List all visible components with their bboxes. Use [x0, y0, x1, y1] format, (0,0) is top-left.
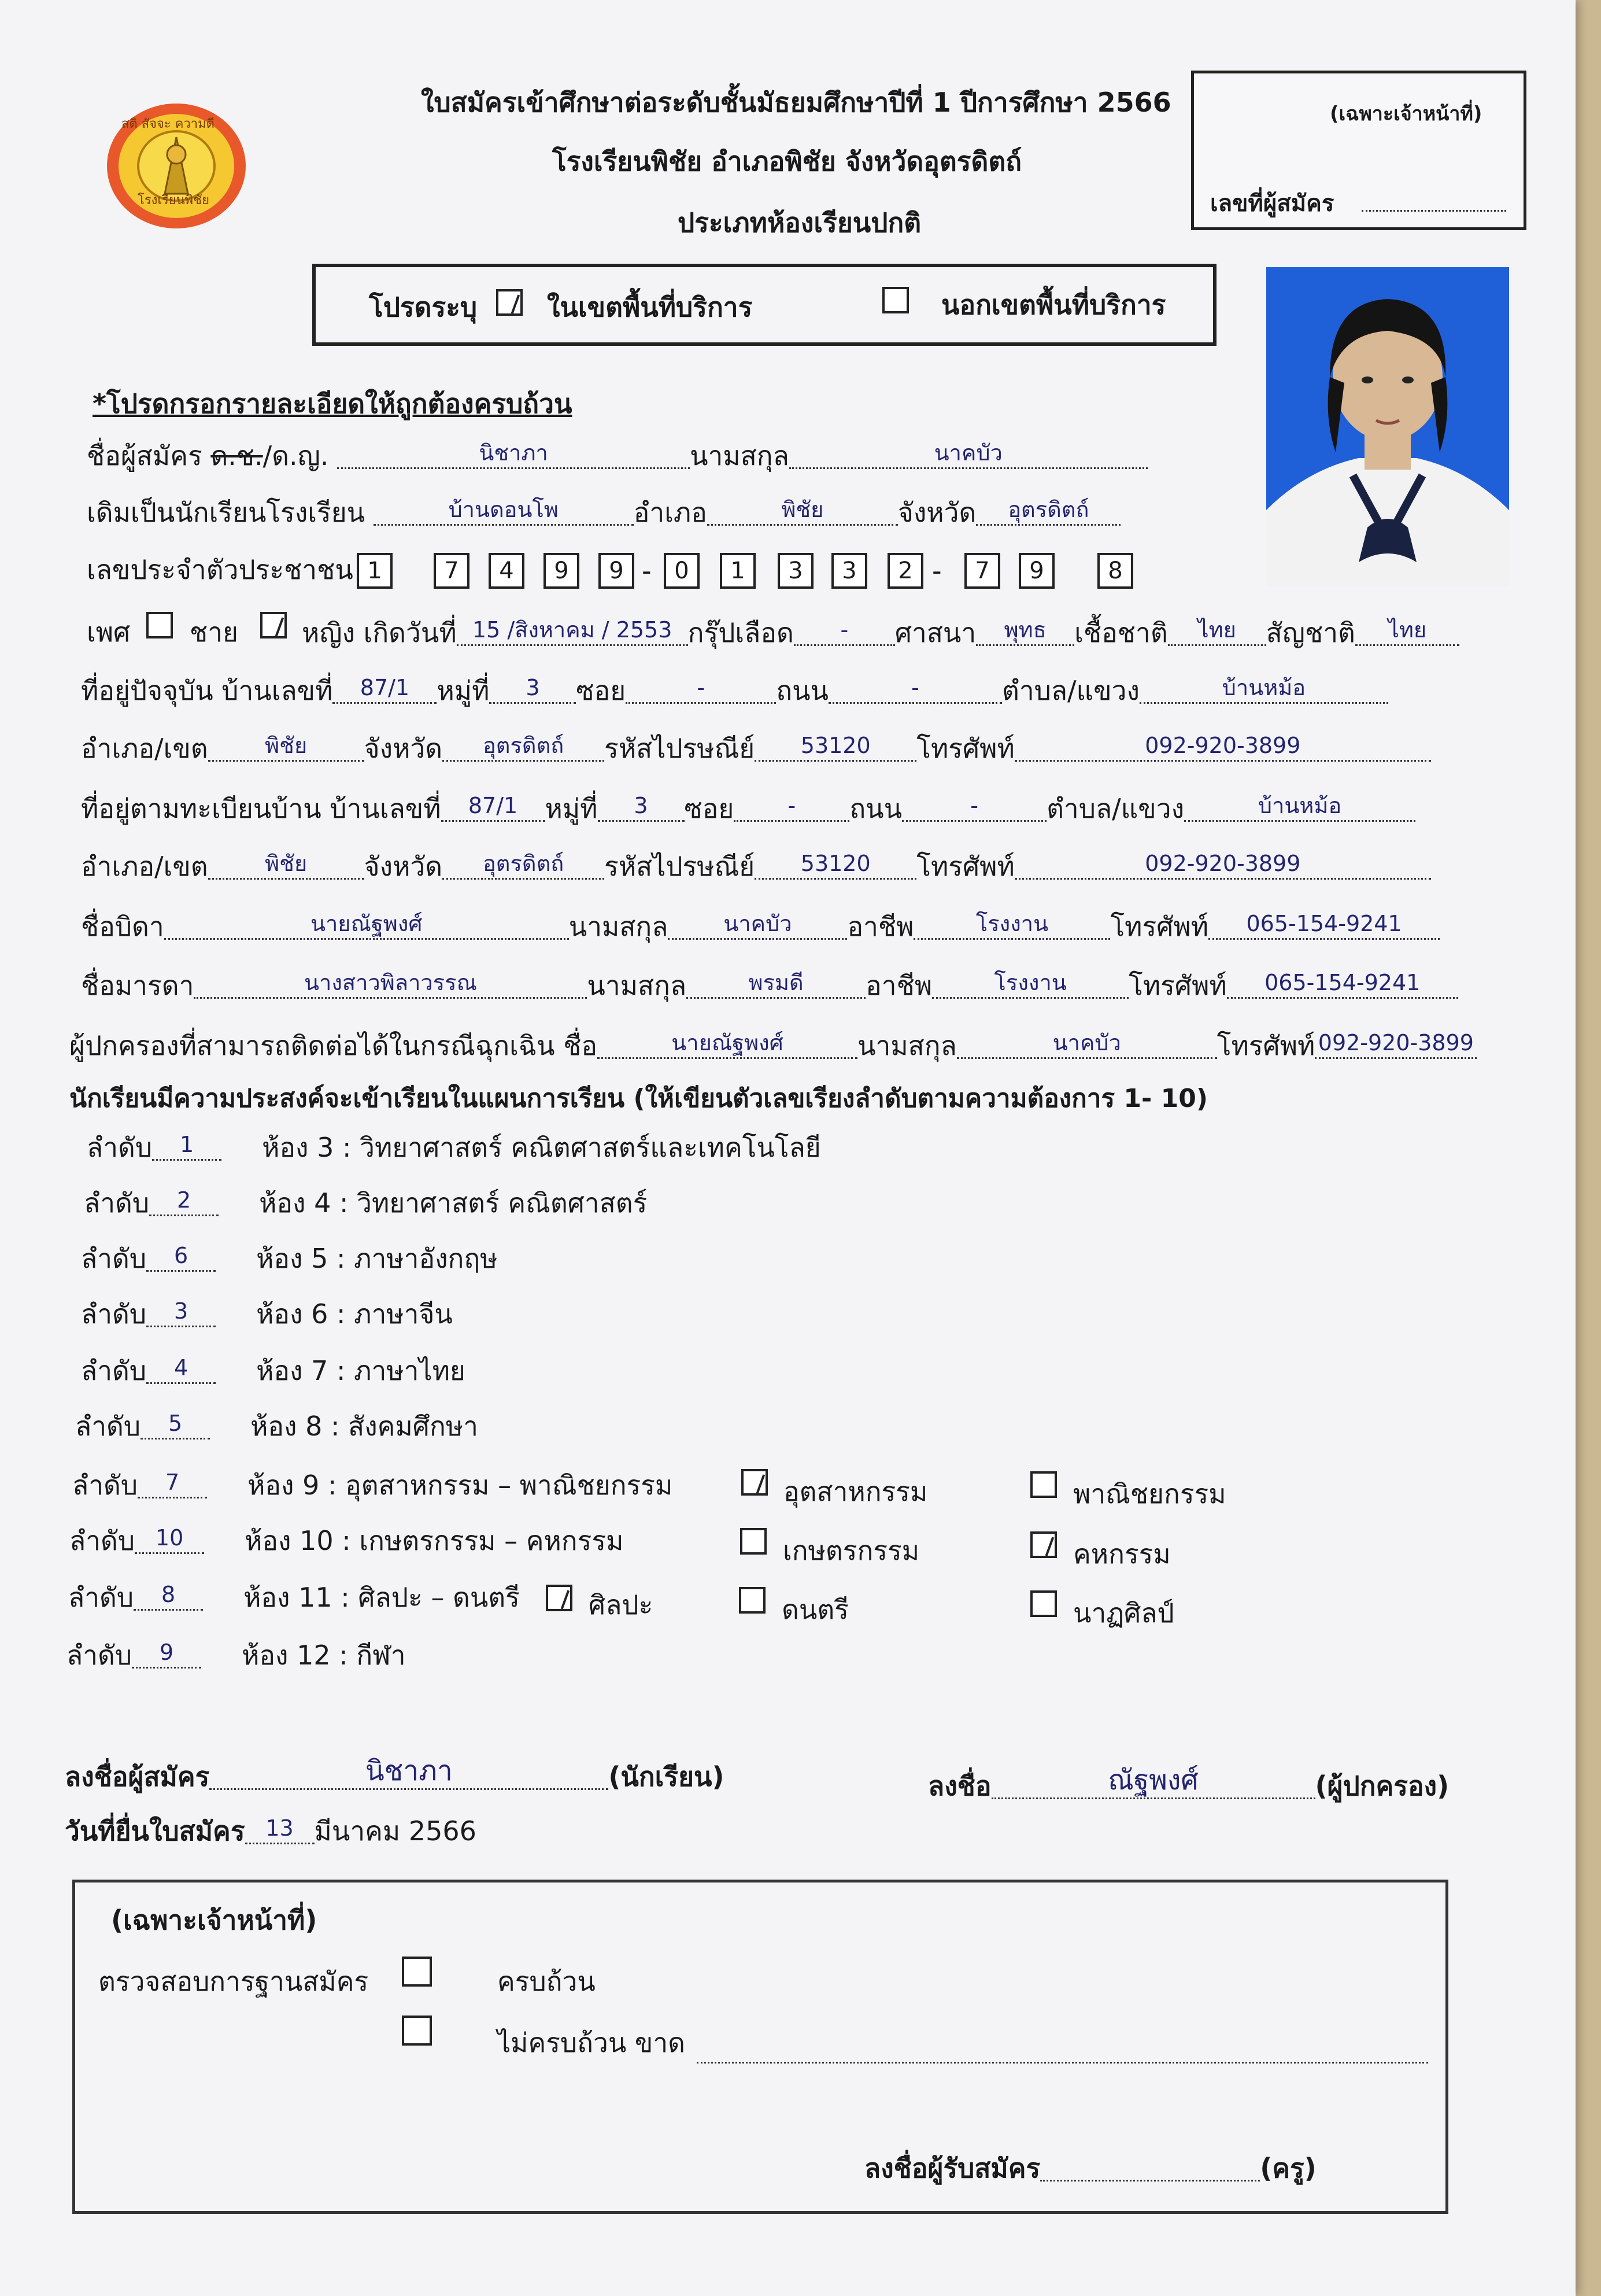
order-label: ลำดับ [72, 1470, 138, 1501]
room-label: ห้อง 11 : ศิลปะ – ดนตรี [243, 1582, 520, 1613]
order-label: ลำดับ [81, 1355, 147, 1386]
mother-phone-value: 065-154-9241 [1264, 970, 1421, 995]
father-occ-value: โรงงาน [975, 911, 1049, 936]
id-digit[interactable]: 2 [888, 553, 923, 589]
religion-field[interactable] [976, 619, 1074, 646]
sex-birth-row [302, 619, 1459, 646]
header-line-3: ประเภทห้องเรียนปกติ [678, 207, 922, 238]
dance-label: นาฏศิลป์ [1073, 1597, 1174, 1629]
applicant-number-label: เลขที่ผู้สมัคร [1210, 190, 1334, 217]
blood-label: กรุ๊ปเลือด [687, 617, 794, 648]
reg-amphoe-field[interactable] [208, 852, 364, 880]
father-row [81, 913, 1440, 940]
area-prefix: โปรดระบุ [369, 291, 478, 323]
mother-occ-value: โรงงาน [994, 970, 1067, 995]
complete-label: ครบถ้วน [497, 1966, 596, 1997]
id-digit[interactable]: 1 [720, 553, 756, 589]
study-plan-row [81, 1298, 453, 1330]
order-field[interactable] [146, 1357, 216, 1384]
father-surname-label: นามสกุล [568, 911, 668, 942]
reg-soi-label: ซอย [684, 793, 734, 824]
cur-tambon-value: บ้านหม้อ [1222, 675, 1306, 700]
mother-row [81, 972, 1458, 999]
order-field[interactable] [152, 1134, 221, 1161]
cur-phone-field[interactable] [1015, 734, 1431, 762]
order-label: ลำดับ [81, 1243, 147, 1274]
mother-name-value: นางสาวพิลาวรรณ [304, 970, 477, 995]
name-label: ชื่อผู้สมัคร [87, 440, 202, 471]
last-name-value: นาคบัว [934, 440, 1003, 466]
mother-name-field[interactable] [194, 972, 587, 999]
id-digit[interactable]: 1 [357, 553, 393, 589]
home-economics-checkbox[interactable] [1030, 1531, 1057, 1558]
room-label: ห้อง 6 : ภาษาจีน [256, 1298, 453, 1330]
female-checkbox[interactable] [260, 612, 287, 638]
guardian-label: ผู้ปกครองที่สามารถติดต่อได้ในกรณีฉุกเฉิน ชื่อ [69, 1030, 598, 1061]
reg-road-value: - [970, 793, 978, 818]
cur-moo-field[interactable] [489, 677, 576, 704]
mother-occ-field[interactable] [932, 972, 1129, 999]
birth-value: 15 /สิงหาคม / 2553 [472, 617, 672, 643]
religion-label: ศาสนา [894, 617, 977, 648]
order-label: ลำดับ [66, 1640, 132, 1671]
room-label: ห้อง 3 : วิทยาศาสตร์ คณิตศาสตร์และเทคโนโลยี [262, 1132, 821, 1163]
industry-checkbox[interactable] [741, 1469, 768, 1496]
home-economics-label: คหกรรม [1073, 1538, 1171, 1570]
mother-phone-label: โทรศัพท์ [1129, 970, 1227, 1001]
cur-moo-value: 3 [526, 675, 540, 700]
cur-changwat-value: อุตรดิตถ์ [482, 733, 564, 758]
reg-road-label: ถนน [849, 793, 903, 824]
cur-amphoe-value: พิชัย [265, 733, 308, 758]
order-field[interactable] [134, 1583, 203, 1611]
mother-surname-field[interactable] [686, 972, 866, 999]
guardian-phone-value: 092-920-3899 [1318, 1030, 1474, 1055]
male-label: ชาย [190, 617, 239, 648]
area-selection-box [312, 264, 1217, 346]
applicant-sign-label: ลงชื่อผู้สมัคร [65, 1761, 210, 1792]
order-field[interactable] [138, 1471, 207, 1498]
room-label: ห้อง 10 : เกษตรกรรม – คหกรรม [245, 1525, 624, 1556]
submit-month-year: มีนาคม 2566 [314, 1815, 476, 1847]
study-plan-row [87, 1134, 821, 1161]
complete-checkbox[interactable] [402, 1957, 432, 1987]
guardian-name-value: นายณัฐพงศ์ [671, 1030, 783, 1055]
cur-changwat-field[interactable] [442, 734, 604, 762]
id-digit[interactable]: 8 [1097, 553, 1133, 589]
receiver-sign-label: ลงชื่อผู้รับสมัคร [864, 2153, 1041, 2184]
last-name-field[interactable] [789, 442, 1148, 469]
registered-address-row-2 [81, 852, 1431, 880]
cur-moo-label: หมู่ที่ [437, 675, 490, 706]
father-phone-value: 065-154-9241 [1246, 911, 1402, 936]
cur-house-value: 87/1 [360, 675, 410, 700]
registered-address-row [81, 795, 1415, 822]
order-field[interactable] [140, 1412, 210, 1439]
birth-label: เกิดวันที่ [363, 617, 457, 648]
reg-moo-value: 3 [634, 793, 648, 818]
header-line-1: ใบสมัครเข้าศึกษาต่อระดับชั้นมัธยมศึกษาปีที่ 1 ปีการศึกษา 2566 [421, 87, 1171, 118]
applicant-sign-row [65, 1755, 724, 1792]
order-label: ลำดับ [84, 1187, 150, 1219]
prev-changwat-value: อุตรดิตถ์ [1008, 497, 1089, 522]
prev-amphoe-label: อำเภอ [633, 497, 707, 528]
cur-phone-label: โทรศัพท์ [916, 733, 1015, 764]
id-digit[interactable]: 7 [434, 553, 469, 589]
father-occ-field[interactable] [914, 913, 1110, 940]
mother-surname-label: นามสกุล [587, 970, 687, 1001]
father-phone-label: โทรศัพท์ [1110, 911, 1209, 942]
commerce-checkbox[interactable] [1030, 1471, 1057, 1498]
out-service-area-label: นอกเขตพื้นที่บริการ [941, 289, 1166, 320]
reg-phone-value: 092-920-3899 [1145, 851, 1301, 876]
incomplete-checkbox[interactable] [402, 2016, 432, 2046]
staff-box-title: (เฉพาะเจ้าหน้าที่) [1330, 102, 1482, 125]
missing-items-field[interactable] [697, 2044, 1428, 2064]
guardian-phone-label: โทรศัพท์ [1217, 1030, 1315, 1061]
applicant-signature: นิชาภา [365, 1755, 453, 1787]
id-dash: - [642, 555, 652, 586]
commerce-label: พาณิชยกรรม [1073, 1478, 1226, 1509]
study-plan-row [81, 1245, 498, 1272]
id-digit[interactable]: 3 [831, 553, 867, 589]
cur-road-value: - [911, 675, 919, 700]
birth-field[interactable] [457, 619, 688, 646]
cur-changwat-label: จังหวัด [364, 733, 443, 764]
guardian-surname-field[interactable] [957, 1032, 1217, 1059]
prev-amphoe-field[interactable] [707, 499, 898, 526]
reg-amphoe-value: พิชัย [265, 851, 308, 876]
id-digit[interactable]: 7 [964, 553, 1000, 589]
header-line-2: โรงเรียนพิชัย อำเภอพิชัย จังหวัดอุตรดิตถ์ [552, 146, 1022, 177]
id-digit[interactable]: 4 [489, 553, 524, 589]
cur-road-field[interactable] [829, 677, 1002, 704]
prev-amphoe-value: พิชัย [781, 497, 824, 522]
reg-soi-field[interactable] [734, 795, 849, 822]
cur-post-value: 53120 [800, 733, 871, 758]
guardian-row [69, 1032, 1477, 1059]
study-plan-row [81, 1357, 465, 1384]
order-value: 5 [168, 1411, 183, 1436]
prev-school-field[interactable] [374, 499, 634, 526]
order-value: 3 [174, 1298, 188, 1324]
prev-changwat-label: จังหวัด [897, 497, 977, 528]
order-field[interactable] [149, 1189, 219, 1216]
reg-changwat-field[interactable] [442, 852, 604, 880]
guardian-sign-label: ลงชื่อ [928, 1770, 992, 1802]
id-dash: - [932, 555, 942, 586]
reg-tambon-value: บ้านหม้อ [1258, 793, 1342, 818]
order-value: 4 [174, 1355, 188, 1380]
cur-road-label: ถนน [776, 675, 829, 706]
logo-name: โรงเรียนพิชัย [138, 193, 209, 208]
race-label: เชื้อชาติ [1074, 617, 1168, 648]
order-field[interactable] [146, 1245, 216, 1272]
guardian-signature: ณัฐพงศ์ [1108, 1764, 1199, 1796]
applicant-photo [1266, 267, 1509, 586]
reg-house-label: ที่อยู่ตามทะเบียนบ้าน บ้านเลขที่ [81, 793, 441, 824]
order-value: 7 [165, 1470, 180, 1495]
surname-label: นามสกุล [690, 440, 789, 471]
submit-day-field[interactable] [245, 1817, 315, 1844]
study-plan-row [66, 1641, 406, 1669]
female-label: หญิง [302, 617, 355, 648]
study-plan-row [72, 1470, 673, 1501]
prefix-struck: ด.ช. [210, 440, 263, 471]
father-occ-label: อาชีพ [847, 911, 914, 942]
cur-amphoe-field[interactable] [208, 734, 364, 762]
dance-checkbox[interactable] [1030, 1590, 1057, 1617]
current-address-row [81, 677, 1388, 704]
religion-value: พุทธ [1004, 617, 1047, 643]
cur-post-field[interactable] [755, 734, 916, 762]
guardian-phone-field[interactable] [1315, 1032, 1477, 1059]
prev-school-value: บ้านดอนโพ [448, 497, 559, 522]
cur-phone-value: 092-920-3899 [1145, 733, 1301, 758]
blood-value: - [840, 617, 849, 643]
reg-road-field[interactable] [902, 795, 1047, 822]
guardian-sign-row [928, 1764, 1450, 1802]
plan-heading: นักเรียนมีความประสงค์จะเข้าเรียนในแผนการเรียน (ให้เขียนตัวเลขเรียงลำดับตามความต้องการ 1- 10) [69, 1084, 1208, 1113]
id-digit[interactable]: 9 [1019, 553, 1055, 589]
reg-moo-field[interactable] [598, 795, 685, 822]
id-digit[interactable]: 9 [598, 553, 634, 589]
prefix-label: /ด.ญ. [262, 440, 329, 471]
id-digit[interactable]: 3 [778, 553, 814, 589]
reg-post-field[interactable] [755, 852, 916, 880]
race-value: ไทย [1197, 617, 1236, 643]
father-surname-field[interactable] [668, 913, 847, 940]
incomplete-label: ไม่ครบถ้วน ขาด [497, 2027, 686, 2058]
applicant-number-field[interactable] [1362, 187, 1506, 212]
agriculture-checkbox[interactable] [740, 1528, 767, 1555]
order-value: 10 [155, 1525, 184, 1551]
applicant-signature-field[interactable] [209, 1755, 608, 1790]
receiver-role: (ครู) [1260, 2153, 1317, 2184]
father-phone-field[interactable] [1208, 913, 1440, 940]
applicant-role: (นักเรียน) [608, 1761, 724, 1792]
order-label: ลำดับ [87, 1132, 153, 1163]
receiver-signature-field[interactable] [1040, 2154, 1260, 2181]
guardian-surname-value: นาคบัว [1052, 1030, 1121, 1055]
submit-date-row [65, 1815, 476, 1847]
order-value: 9 [160, 1640, 174, 1665]
cur-soi-value: - [697, 675, 705, 700]
first-name-value: นิชาภา [479, 440, 548, 466]
music-label: ดนตรี [782, 1594, 849, 1625]
officer-box [72, 1880, 1448, 2214]
room-label: ห้อง 5 : ภาษาอังกฤษ [256, 1243, 498, 1274]
order-label: ลำดับ [81, 1298, 147, 1330]
receiver-sign-row [864, 2153, 1317, 2184]
study-plan-row [75, 1411, 478, 1442]
guardian-name-field[interactable] [597, 1032, 857, 1059]
instruction: *โปรดกรอกรายละเอียดให้ถูกต้องครบถ้วน [93, 388, 572, 419]
study-plan-row [68, 1583, 520, 1611]
logo-motto: สติ สัจจะ ความดี [121, 117, 215, 131]
prev-school-label: เดิมเป็นนักเรียนโรงเรียน [87, 497, 365, 528]
reg-phone-field[interactable] [1015, 852, 1431, 880]
room-label: ห้อง 12 : กีฬา [242, 1640, 406, 1671]
order-field[interactable] [135, 1527, 204, 1554]
order-value: 8 [161, 1582, 176, 1607]
name-row [87, 442, 1148, 469]
reg-soi-value: - [787, 793, 796, 818]
mother-occ-label: อาชีพ [866, 970, 933, 1001]
prev-school-row [87, 499, 1121, 526]
mother-phone-field[interactable] [1227, 972, 1458, 999]
room-label: ห้อง 9 : อุตสาหกรรม – พาณิชยกรรม [247, 1470, 673, 1501]
art-label: ศิลปะ [589, 1589, 653, 1621]
guardian-signature-field[interactable] [992, 1764, 1315, 1799]
nationality-label: สัญชาติ [1266, 617, 1355, 648]
order-field[interactable] [132, 1641, 201, 1669]
order-field[interactable] [146, 1300, 216, 1327]
reg-tambon-label: ตำบล/แขวง [1047, 793, 1185, 824]
reg-amphoe-label: อำเภอ/เขต [81, 851, 208, 882]
id-digit[interactable]: 0 [664, 553, 700, 589]
agriculture-label: เกษตรกรรม [783, 1535, 920, 1566]
order-label: ลำดับ [75, 1411, 141, 1442]
nationality-field[interactable] [1355, 619, 1459, 646]
reg-house-value: 87/1 [468, 793, 518, 818]
reg-house-field[interactable] [441, 795, 545, 822]
reg-post-label: รหัสไปรษณีย์ [604, 851, 755, 882]
mother-label: ชื่อมารดา [81, 970, 194, 1001]
sex-label: เพศ [87, 617, 131, 648]
prev-changwat-field[interactable] [976, 499, 1121, 526]
guardian-role: (ผู้ปกครอง) [1315, 1770, 1450, 1802]
current-address-row-2 [81, 734, 1431, 762]
reg-post-value: 53120 [800, 851, 871, 876]
music-checkbox[interactable] [739, 1587, 766, 1614]
cur-post-label: รหัสไปรษณีย์ [604, 733, 755, 764]
nationality-value: ไทย [1388, 617, 1427, 643]
document-check-label: ตรวจสอบการฐานสมัคร [98, 1966, 369, 1997]
submit-date-label: วันที่ยื่นใบสมัคร [65, 1815, 245, 1847]
cur-soi-label: ซอย [576, 675, 626, 706]
id-label: เลขประจำตัวประชาชน [87, 554, 353, 585]
reg-changwat-value: อุตรดิตถ์ [482, 851, 564, 876]
study-plan-row [84, 1187, 648, 1219]
blood-field[interactable] [794, 619, 895, 646]
father-name-value: นายณัฐพงศ์ [310, 911, 423, 936]
id-digit[interactable]: 9 [543, 553, 579, 589]
student-portrait-icon [1266, 267, 1509, 586]
male-checkbox[interactable] [146, 612, 173, 638]
submit-day: 13 [265, 1815, 294, 1841]
room-label: ห้อง 4 : วิทยาศาสตร์ คณิตศาสตร์ [259, 1187, 648, 1219]
reg-tambon-field[interactable] [1184, 795, 1415, 822]
cur-soi-field[interactable] [626, 677, 776, 704]
order-value: 1 [180, 1132, 194, 1157]
in-service-area-label: ในเขตพื้นที่บริการ [547, 291, 753, 323]
order-value: 2 [177, 1187, 191, 1213]
race-field[interactable] [1168, 619, 1266, 646]
guardian-surname-label: นามสกุล [857, 1030, 957, 1061]
father-label: ชื่อบิดา [81, 911, 164, 942]
out-service-area-checkbox[interactable] [882, 287, 909, 313]
in-service-area-checkbox[interactable] [496, 289, 523, 316]
mother-surname-value: พรมดี [748, 970, 804, 995]
cur-house-label: ที่อยู่ปัจจุบัน บ้านเลขที่ [81, 675, 333, 706]
order-label: ลำดับ [69, 1525, 135, 1556]
room-label: ห้อง 8 : สังคมศึกษา [250, 1411, 478, 1442]
reg-moo-label: หมู่ที่ [545, 793, 598, 824]
room-label: ห้อง 7 : ภาษาไทย [256, 1355, 465, 1386]
cur-amphoe-label: อำเภอ/เขต [81, 733, 208, 764]
study-plan-row [69, 1527, 623, 1554]
father-surname-value: นาคบัว [723, 911, 792, 936]
first-name-field[interactable] [337, 442, 690, 469]
reg-changwat-label: จังหวัด [364, 851, 443, 882]
officer-box-title: (เฉพาะเจ้าหน้าที่) [111, 1904, 317, 1936]
cur-house-field[interactable] [332, 677, 437, 704]
art-checkbox[interactable] [546, 1585, 572, 1611]
staff-only-box [1191, 71, 1526, 230]
reg-phone-label: โทรศัพท์ [916, 851, 1015, 882]
father-name-field[interactable] [164, 913, 569, 940]
order-value: 6 [174, 1243, 188, 1268]
industry-label: อุตสาหกรรม [783, 1476, 928, 1507]
order-label: ลำดับ [68, 1582, 134, 1613]
cur-tambon-label: ตำบล/แขวง [1001, 675, 1140, 706]
cur-tambon-field[interactable] [1140, 677, 1388, 704]
